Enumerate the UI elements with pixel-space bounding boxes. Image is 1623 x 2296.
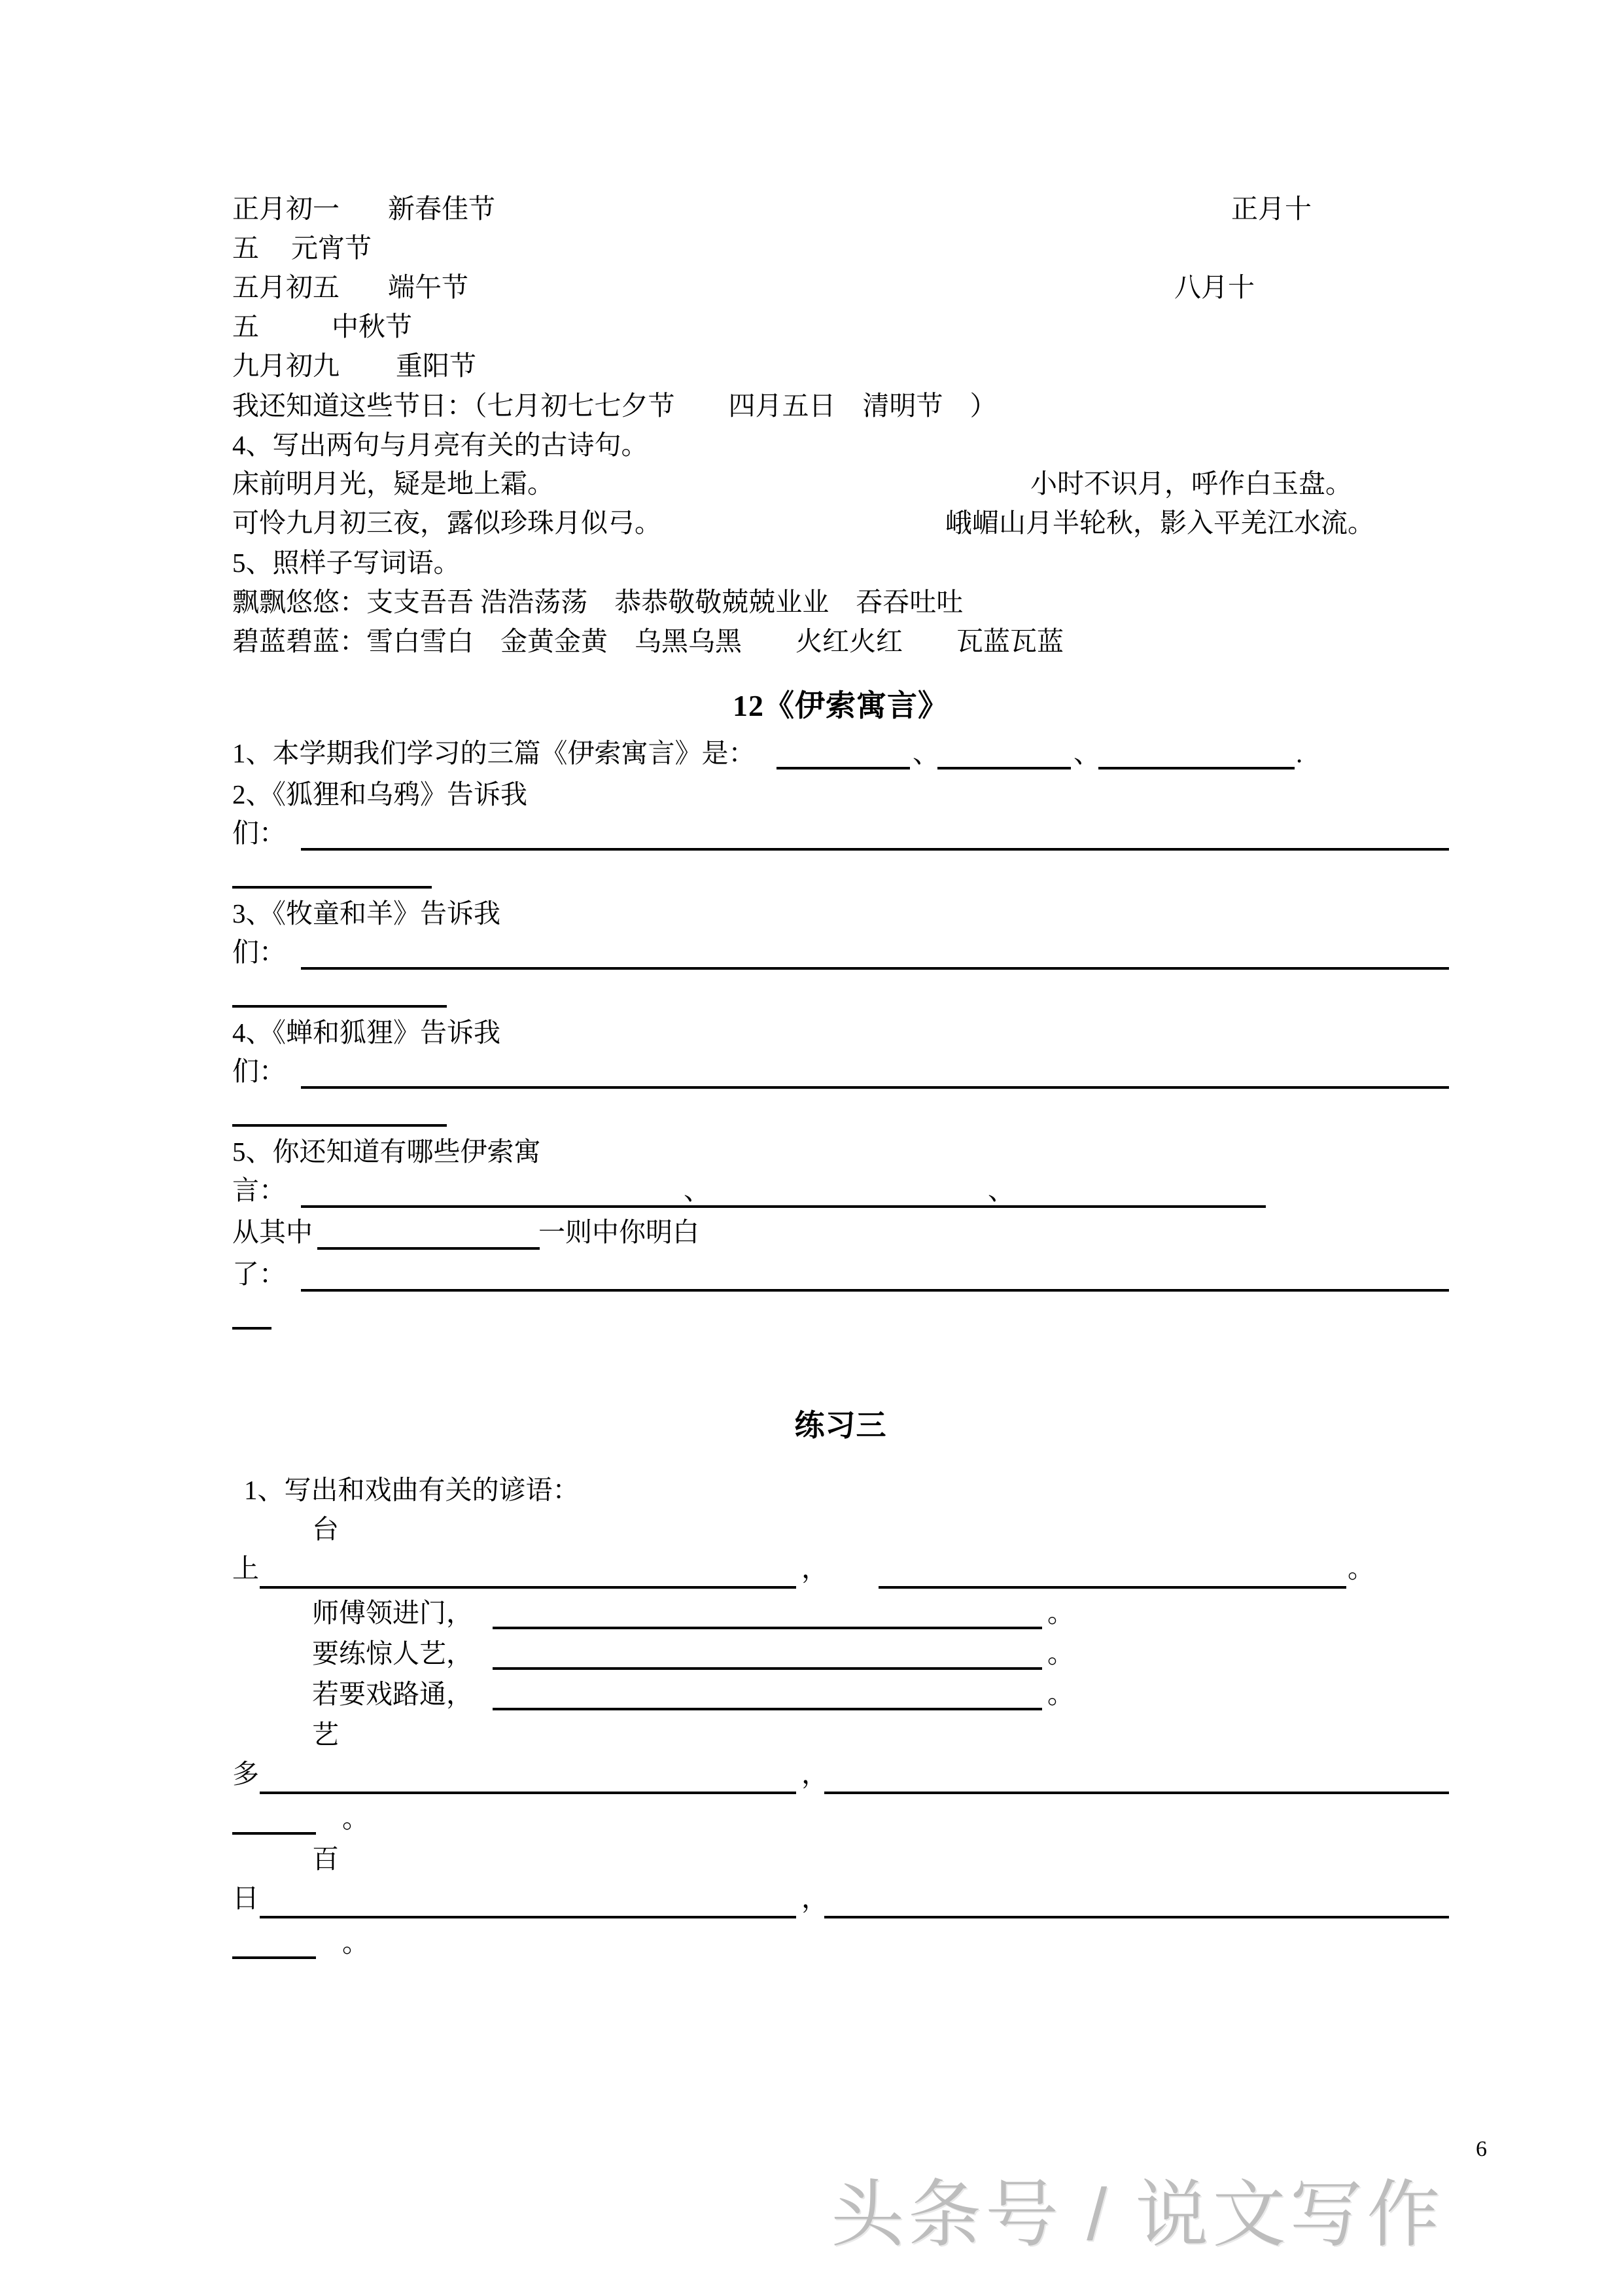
proverb-2-period: 。	[1047, 1598, 1074, 1628]
festival-date: 五月初五	[232, 272, 340, 302]
proverb-1-lead: 上	[232, 1553, 259, 1583]
answer-blank[interactable]	[317, 1247, 540, 1250]
lesson-12-title: 12《伊索寓言》	[733, 689, 949, 722]
answer-blank[interactable]	[879, 1586, 1346, 1589]
answer-blank[interactable]	[301, 1289, 1449, 1292]
answer-blank[interactable]	[493, 1667, 1042, 1670]
answer-blank[interactable]	[824, 1916, 1449, 1918]
lesson12-q1-end: .	[1296, 738, 1303, 768]
festival-row	[232, 268, 1449, 308]
question-4-prompt: 4、写出两句与月亮有关的古诗句。	[232, 430, 648, 460]
proverb-1-char-line	[232, 1510, 1449, 1549]
poem-row-2	[232, 504, 1449, 543]
lesson12-question-5-prompt: 5、你还知道有哪些伊索寓	[232, 1137, 541, 1167]
blank-separator: 、	[913, 738, 939, 768]
lesson12-question-6-answer	[232, 1255, 1449, 1297]
blank-separator: 、	[988, 1175, 1015, 1205]
answer-blank[interactable]	[824, 1792, 1449, 1794]
answer-blank[interactable]	[232, 1124, 447, 1127]
proverb-2-lead: 师傅领进门，	[312, 1598, 473, 1628]
proverb-5-period: 。	[342, 1803, 369, 1833]
word-pattern-row-2: 碧蓝碧蓝：雪白雪白 金黄金黄 乌黑乌黑 火红火红 瓦蓝瓦蓝	[232, 626, 1064, 656]
lesson12-question-3-answer	[232, 933, 1449, 975]
proverb-5-line	[232, 1755, 1449, 1799]
answer-blank[interactable]	[301, 1205, 1266, 1208]
proverb-5-wrap	[232, 1799, 1449, 1840]
proverb-4-period: 。	[1047, 1679, 1074, 1709]
section-spacer	[232, 1335, 1449, 1398]
watermark: 头条号 / 说文写作	[831, 2174, 1444, 2255]
festival-date: 五	[232, 311, 259, 342]
proverb-6-comma: ，	[801, 1883, 828, 1913]
answer-blank[interactable]	[301, 967, 1449, 970]
lesson12-question-6	[232, 1213, 1449, 1255]
festival-next-date: 正月十	[1231, 194, 1312, 224]
proverb-2-line	[232, 1594, 1449, 1634]
blank-separator: 、	[1073, 738, 1100, 768]
page-number: 6	[1476, 2137, 1487, 2161]
practice-3-title: 练习三	[794, 1409, 887, 1442]
poem-row-1	[232, 465, 1449, 504]
proverb-3-period: 。	[1047, 1638, 1074, 1669]
answer-blank[interactable]	[260, 1586, 796, 1589]
proverb-3-lead: 要练惊人艺，	[312, 1638, 473, 1669]
festival-name: 重阳节	[396, 351, 476, 381]
question-5-prompt: 5、照样子写词语。	[232, 548, 461, 578]
lesson12-question-3-answer-wrap	[232, 975, 1449, 1013]
answer-label: 言：	[232, 1175, 286, 1205]
lesson12-question-2-answer-wrap	[232, 856, 1449, 894]
poem-left-1: 床前明月光，疑是地上霜。	[232, 468, 554, 499]
answer-blank[interactable]	[777, 767, 910, 769]
blank-separator: 、	[684, 1175, 710, 1205]
proverb-5-char-line	[232, 1716, 1449, 1755]
proverb-1-comma: ，	[801, 1553, 828, 1583]
spacer	[232, 1454, 1449, 1471]
known-festivals-note: 我还知道这些节日：（七月初七七夕节 四月五日 清明节 ）	[232, 391, 997, 421]
lesson12-q6-suffix: 一则中你明白	[538, 1217, 699, 1247]
lesson12-q6-prefix: 从其中	[232, 1217, 313, 1247]
lesson12-question-2-prompt: 2、《狐狸和乌鸦》告诉我	[232, 779, 527, 809]
festival-name: 端午节	[388, 272, 468, 302]
answer-blank[interactable]	[260, 1792, 796, 1794]
practice3-question-1-prompt	[232, 1471, 1449, 1510]
lesson12-q1-prefix: 1、本学期我们学习的三篇《伊索寓言》是：	[232, 738, 756, 768]
festival-next-date: 八月十	[1174, 272, 1255, 302]
festival-date: 九月初九	[232, 351, 340, 381]
word-pattern-row-1: 飘飘悠悠：支支吾吾 浩浩荡荡 恭恭敬敬兢兢业业 吞吞吐吐	[232, 587, 964, 617]
answer-blank[interactable]	[493, 1627, 1042, 1629]
festival-name: 元宵节	[291, 233, 372, 263]
festival-row	[232, 308, 1449, 347]
poem-right-2: 峨嵋山月半轮秋，影入平羌江水流。	[945, 508, 1374, 538]
proverb-6-char-line	[232, 1840, 1449, 1879]
answer-blank[interactable]	[232, 1956, 316, 1959]
answer-label: 们：	[232, 818, 286, 848]
answer-blank[interactable]	[1098, 767, 1295, 769]
answer-label: 们：	[232, 1056, 286, 1086]
proverb-5-comma: ，	[801, 1759, 828, 1789]
answer-blank[interactable]	[493, 1708, 1042, 1710]
answer-blank[interactable]	[232, 1327, 271, 1330]
answer-blank[interactable]	[232, 886, 432, 889]
proverb-1-line	[232, 1549, 1449, 1594]
festival-date: 五	[232, 233, 259, 263]
lesson12-question-6-answer-wrap	[232, 1297, 1449, 1335]
lesson12-question-4-answer	[232, 1052, 1449, 1094]
proverb-6-wrap	[232, 1924, 1449, 1964]
festival-date: 正月初一	[232, 194, 340, 224]
document-body	[232, 190, 1449, 1964]
answer-blank[interactable]	[301, 1086, 1449, 1089]
proverb-6-period: 。	[342, 1928, 369, 1958]
proverb-6-char: 百	[312, 1844, 339, 1874]
proverb-5-lead: 多	[232, 1759, 259, 1789]
festival-row	[232, 347, 1449, 386]
answer-blank[interactable]	[301, 848, 1449, 851]
proverb-6-lead: 日	[232, 1883, 259, 1913]
festival-name: 中秋节	[332, 311, 412, 342]
proverb-3-line	[232, 1634, 1449, 1675]
answer-blank[interactable]	[232, 1005, 447, 1008]
lesson12-question-4-prompt: 4、《蝉和狐狸》告诉我	[232, 1017, 500, 1048]
poem-right-1: 小时不识月，呼作白玉盘。	[1030, 468, 1352, 499]
poem-left-2: 可怜九月初三夜，露似珍珠月似弓。	[232, 508, 661, 538]
proverb-5-char: 艺	[312, 1720, 339, 1750]
practice3-q1-text: 1、写出和戏曲有关的谚语：	[244, 1475, 580, 1505]
festival-row	[232, 229, 1449, 268]
festival-row	[232, 190, 1449, 229]
answer-label: 们：	[232, 937, 286, 967]
proverb-4-lead: 若要戏路通，	[312, 1679, 473, 1709]
lesson12-question-2-answer	[232, 814, 1449, 856]
proverb-1-char: 台	[312, 1514, 339, 1544]
answer-blank[interactable]	[232, 1832, 316, 1835]
answer-label: 了：	[232, 1259, 286, 1289]
proverb-4-line	[232, 1675, 1449, 1716]
lesson12-question-1	[232, 734, 1449, 775]
lesson12-question-5-answer	[232, 1171, 1449, 1213]
lesson12-question-4-answer-wrap	[232, 1094, 1449, 1132]
answer-blank[interactable]	[260, 1916, 796, 1918]
proverb-1-period: 。	[1348, 1553, 1374, 1583]
answer-blank[interactable]	[937, 767, 1071, 769]
festival-name: 新春佳节	[388, 194, 495, 224]
proverb-6-line	[232, 1879, 1449, 1924]
lesson12-question-3-prompt: 3、《牧童和羊》告诉我	[232, 898, 500, 928]
